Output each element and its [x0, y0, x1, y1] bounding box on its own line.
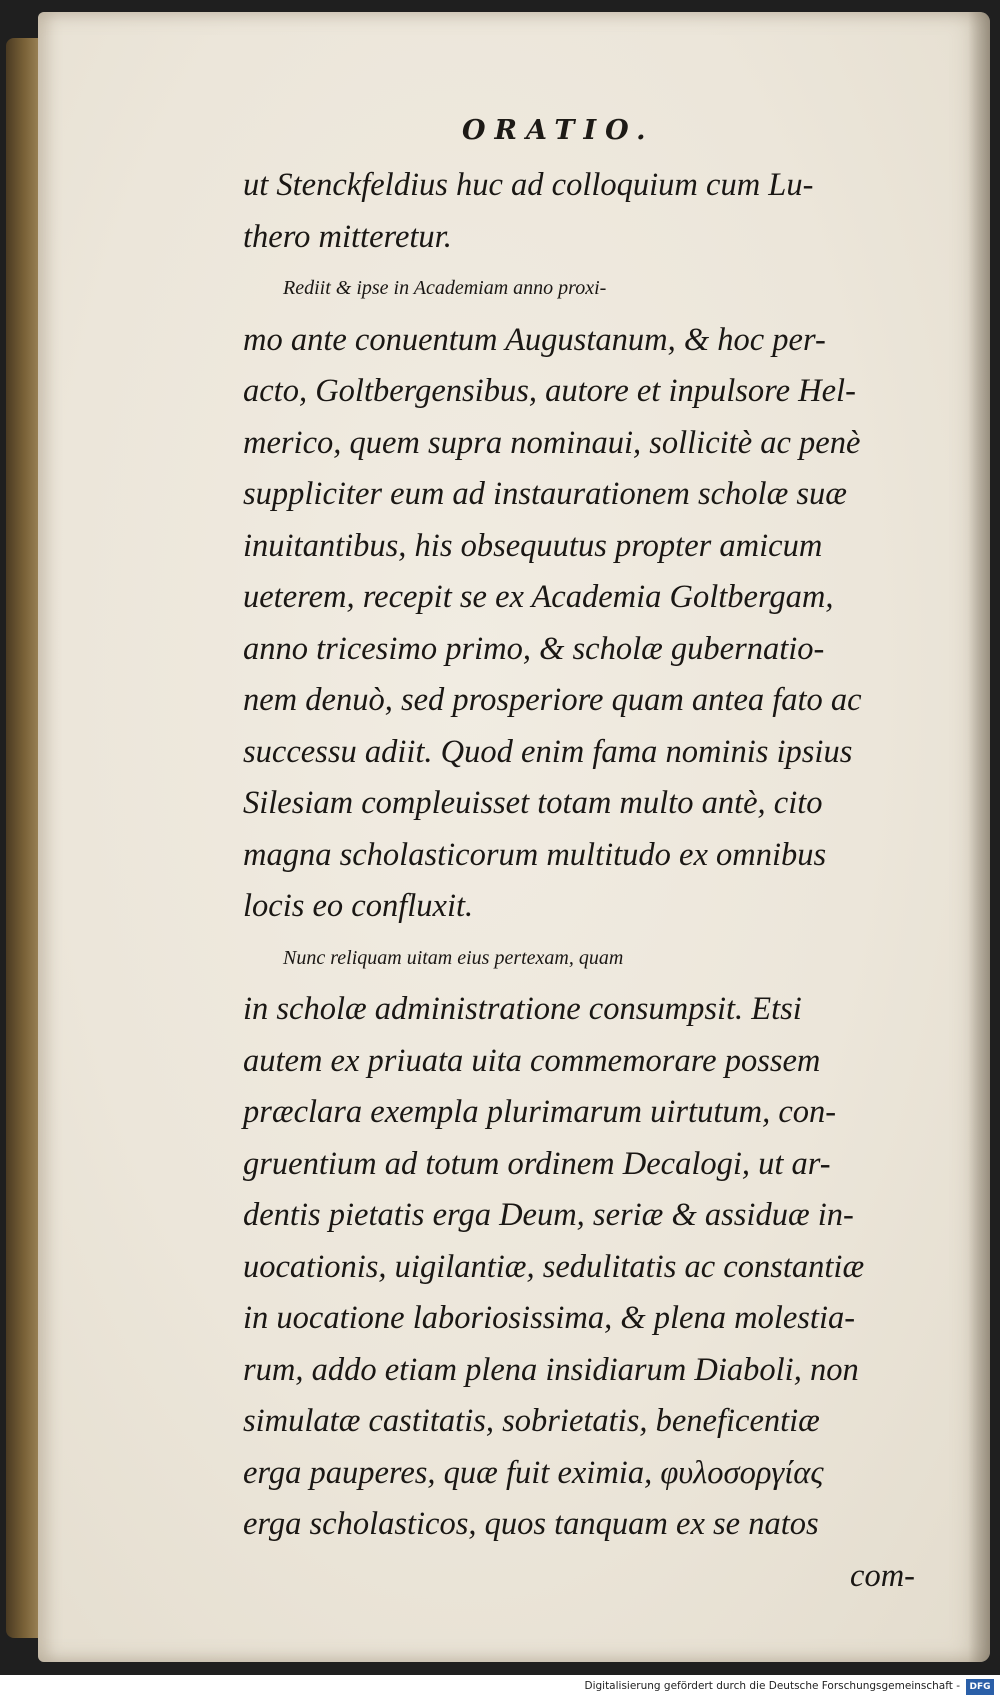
spine-shadow — [968, 12, 990, 1662]
body-text — [243, 160, 943, 1602]
text-line-27: erga scholasticos, quos tanquam ex se natos — [243, 1506, 819, 1542]
text-line-9: ueterem, recepit se ex Academia Goltbergam, — [243, 579, 834, 615]
text-line-18: autem ex priuata uita commemorare possem — [243, 1042, 821, 1079]
text-line-21: dentis pietatis erga Deum, seriæ & assiduæ in- — [243, 1197, 854, 1233]
text-line-8: inuitantibus, his obsequutus propter amicum — [243, 527, 823, 564]
text-line-15: locis eo confluxit. — [243, 888, 474, 924]
text-line-7: suppliciter eum ad instaurationem scholæ suæ — [243, 476, 847, 512]
text-line-25: simulatæ castitatis, sobrietatis, beneficentiæ — [243, 1403, 820, 1439]
text-line-12: successu adiit. Quod enim fama nominis ipsius — [243, 733, 853, 770]
dfg-logo-icon: DFG — [966, 1679, 994, 1695]
text-line-10: anno tricesimo primo, & scholæ gubernatio- — [243, 630, 825, 667]
text-line-3: Rediit & ipse in Academiam anno proxi- — [283, 277, 607, 299]
text-line-14: magna scholasticorum multitudo ex omnibus — [243, 836, 827, 873]
text-line-24: rum, addo etiam plena insidiarum Diaboli, non — [243, 1351, 859, 1388]
text-line-17: in scholæ administratione consumpsit. Etsi — [243, 991, 802, 1027]
text-line-26: erga pauperes, quæ fuit eximia, φυλοσοργίας — [243, 1454, 824, 1491]
text-line-4: mo ante conuentum Augustanum, & hoc per- — [243, 321, 826, 358]
text-line-1: ut Stenckfeldius huc ad colloquium cum Lu- — [243, 167, 814, 203]
text-line-13: Silesiam compleuisset totam multo antè, cito — [243, 785, 823, 821]
text-line-11: nem denuò, sed prosperiore quam antea fato ac — [243, 682, 862, 718]
text-line-22: uocationis, uigilantiæ, sedulitatis ac constantiæ — [243, 1248, 865, 1285]
text-line-20: gruentium ad totum ordinem Decalogi, ut ar- — [243, 1145, 831, 1182]
footer-credit: Digitalisierung gefördert durch die Deutsche Forschungsgemeinschaft - — [584, 1680, 960, 1692]
text-line-5: acto, Goltbergensibus, autore et inpulsore Hel- — [243, 373, 856, 409]
text-line-19: præclara exempla plurimarum uirtutum, con- — [243, 1094, 837, 1130]
text-line-23: in uocatione laboriosissima, & plena molestia- — [243, 1300, 856, 1336]
catchword: com- — [850, 1557, 915, 1594]
text-line-6: merico, quem supra nominaui, sollicitè ac penè — [243, 424, 861, 461]
text-line-16: Nunc reliquam uitam eius pertexam, quam — [283, 946, 624, 969]
text-line-2: thero mitteretur. — [243, 218, 452, 255]
digitization-footer — [0, 1675, 1000, 1700]
running-head: ORATIO. — [462, 115, 655, 146]
